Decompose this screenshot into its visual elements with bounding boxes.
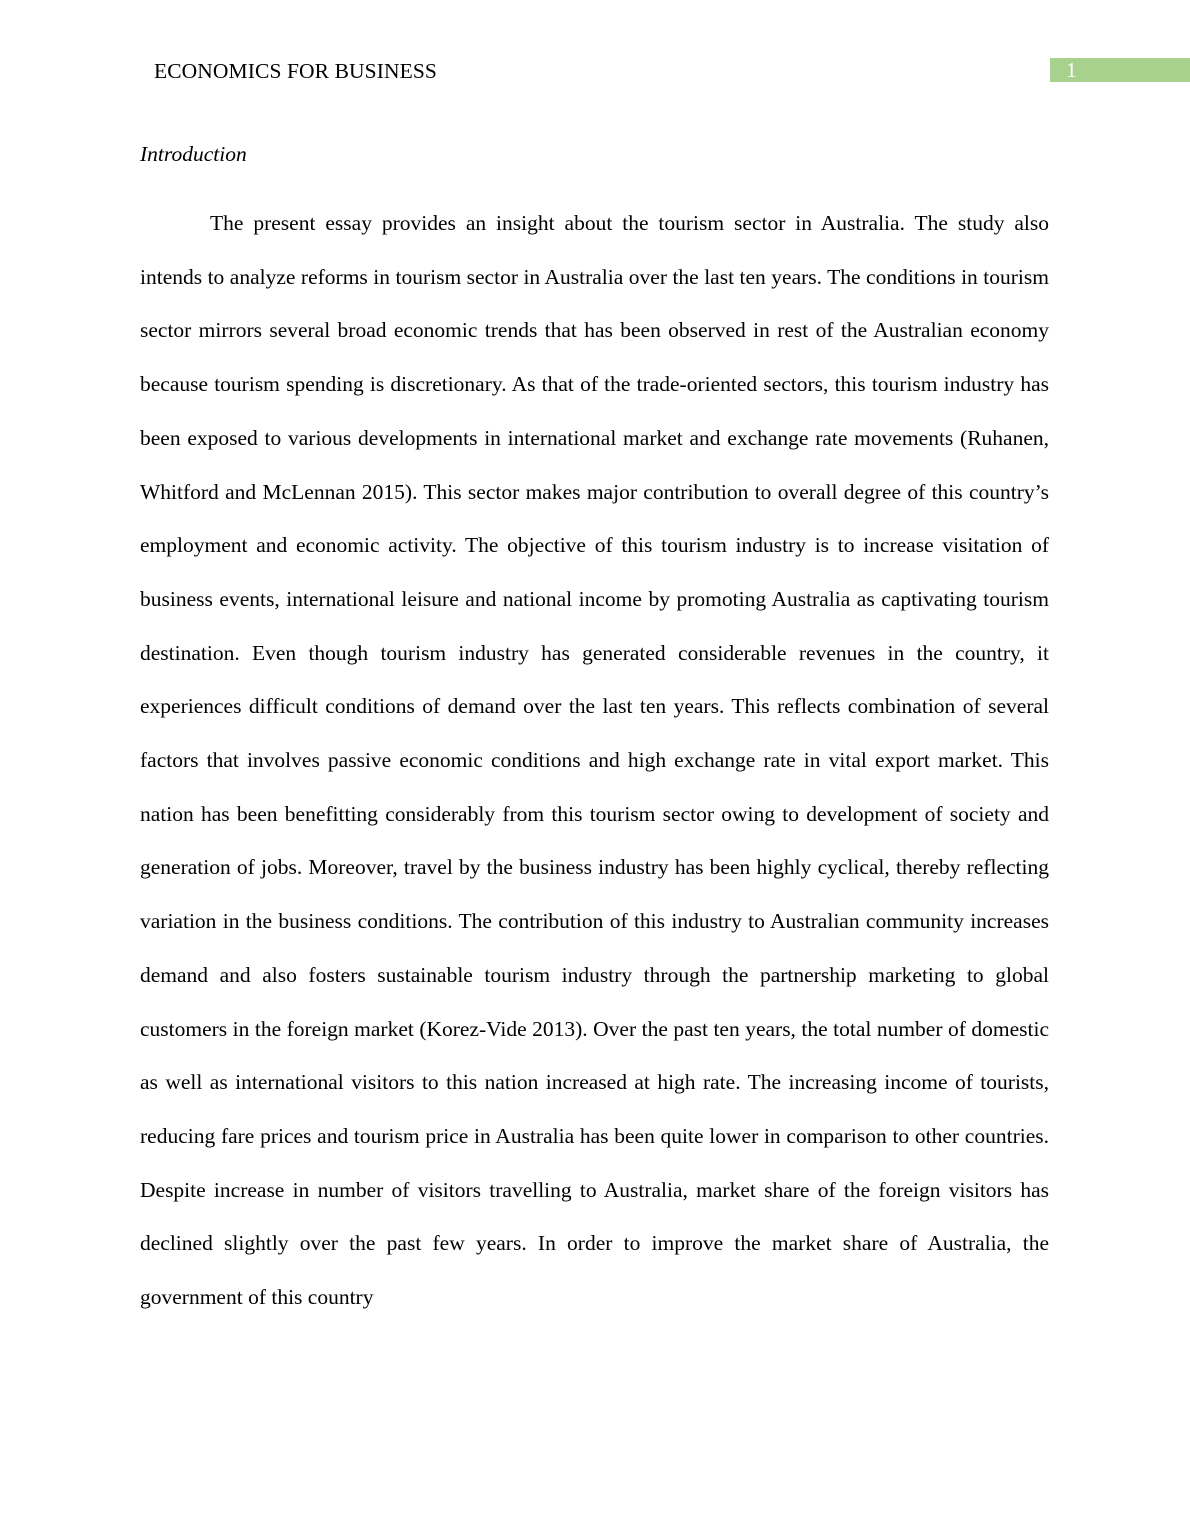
page-number-badge xyxy=(1050,58,1190,82)
section-heading: Introduction xyxy=(140,142,247,166)
body-paragraph: The present essay provides an insight about the tourism sector in Australia. The study also intends to analyze reforms in tourism sector in Australia over the last ten years. The conditions in tourism sector mirrors several broad economic trends that has been observed in rest of the Australian economy because tourism spending is discretionary. As that of the trade-oriented sectors, this tourism industry has been exposed to various developments in international market and exchange rate movements (Ruhanen, Whitford and McLennan 2015). This sector makes major contribution to overall degree of this country’s employment and economic activity. The objective of this tourism industry is to increase visitation of business events, international leisure and national income by promoting Australia as captivating tourism destination. Even though tourism industry has generated considerable revenues in the country, it experiences difficult conditions of demand over the last ten years. This reflects combination of several factors that involves passive economic conditions and high exchange rate in vital export market. This nation has been benefitting considerably from this tourism sector owing to development of society and generation of jobs. Moreover, travel by the business industry has been highly cyclical, thereby reflecting variation in the business conditions. The contribution of this industry to Australian community increases demand and also fosters sustainable tourism industry through the partnership marketing to global customers in the foreign market (Korez-Vide 2013). Over the past ten years, the total number of domestic as well as international visitors to this nation increased at high rate. The increasing income of tourists, reducing fare prices and tourism price in Australia has been quite lower in comparison to other countries. Despite increase in number of visitors travelling to Australia, market share of the foreign visitors has declined slightly over the past few years. In order to improve the market share of Australia, the government of this country xyxy=(140,211,1049,1310)
running-head: ECONOMICS FOR BUSINESS xyxy=(154,59,437,83)
page-number: 1 xyxy=(1066,58,1077,82)
